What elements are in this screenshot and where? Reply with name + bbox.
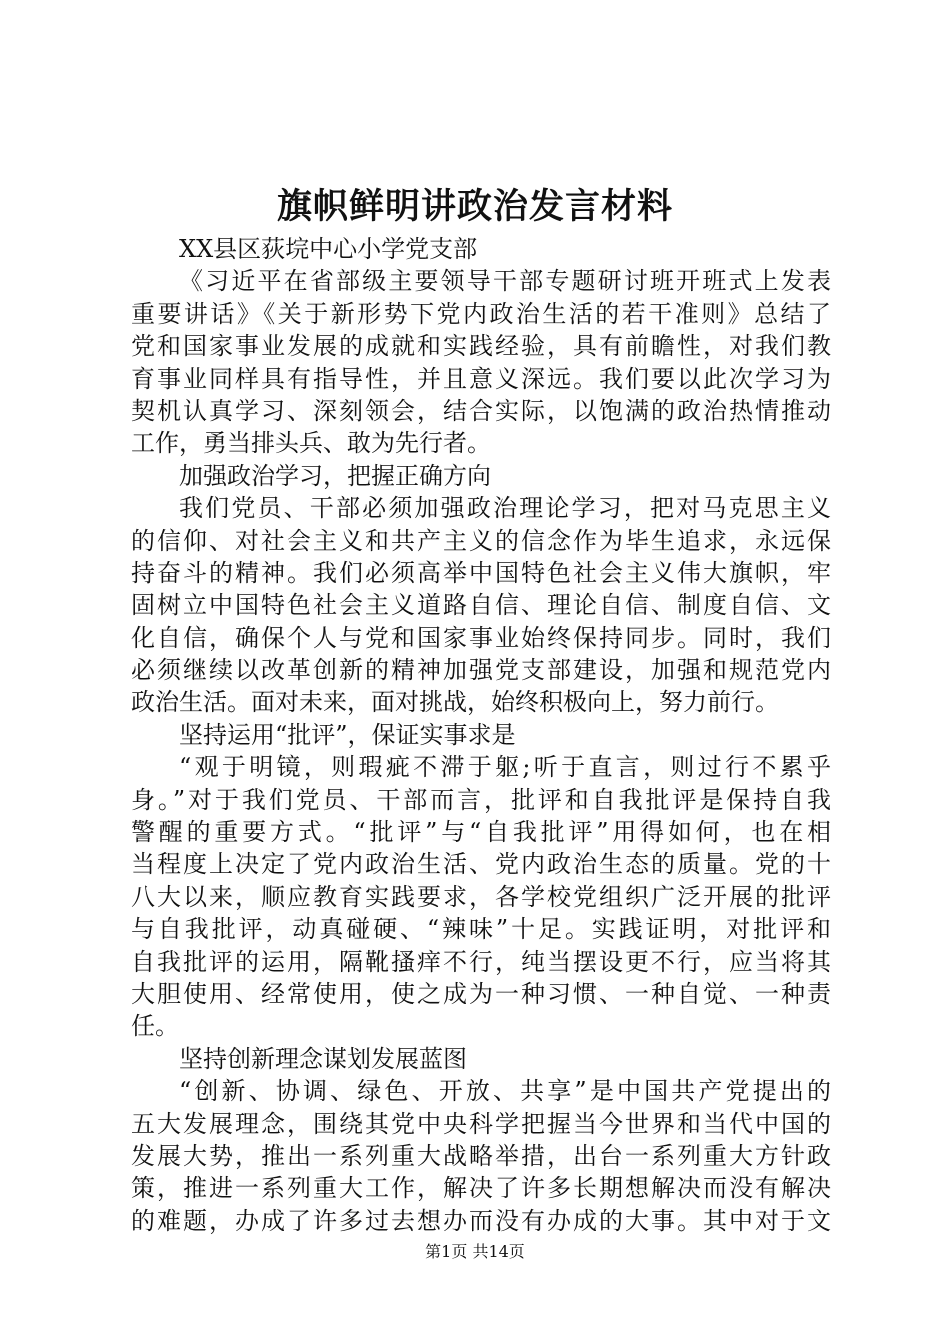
paragraph-line: “观于明镜，则瑕疵不滞于躯;听于直言，则过行不累乎 [179,753,831,782]
paragraph-line: 育事业同样具有指导性，并且意义深远。我们要以此次学习为 [131,364,831,393]
paragraph-line: 任。 [131,1012,179,1041]
paragraph-line: 发展大势，推出一系列重大战略举措，出台一系列重大方针政 [131,1141,831,1170]
paragraph-line: 化自信，确保个人与党和国家事业始终保持同步。同时，我们 [131,623,831,652]
paragraph-line: 八大以来，顺应教育实践要求，各学校党组织广泛开展的批评 [131,882,831,911]
paragraph-line: 固树立中国特色社会主义道路自信、理论自信、制度自信、文 [131,591,831,620]
section-heading: 坚持创新理念谋划发展蓝图 [179,1044,467,1073]
paragraph-line: 持奋斗的精神。我们必须高举中国特色社会主义伟大旗帜，牢 [131,558,831,587]
paragraph-line: 重要讲话》《关于新形势下党内政治生活的若干准则》总结了 [131,299,831,328]
paragraph-line: 策，推进一系列重大工作，解决了许多长期想解决而没有解决 [131,1174,831,1203]
paragraph-line: 党和国家事业发展的成就和实践经验，具有前瞻性，对我们教 [131,332,831,361]
paragraph-line: 身。”对于我们党员、干部而言，批评和自我批评是保持自我 [131,785,831,814]
paragraph-line: 的信仰、对社会主义和共产主义的信念作为毕生追求，永远保 [131,526,831,555]
paragraph-line: 必须继续以改革创新的精神加强党支部建设，加强和规范党内 [131,656,831,685]
paragraph-line: 当程度上决定了党内政治生活、党内政治生态的质量。党的十 [131,850,831,879]
page-footer: 第1页 共14页 [425,1242,525,1261]
paragraph-line: 我们党员、干部必须加强政治理论学习，把对马克思主义 [179,494,831,523]
paragraph-line: 《习近平在省部级主要领导干部专题研讨班开班式上发表 [179,267,831,296]
paragraph-line: 契机认真学习、深刻领会，结合实际，以饱满的政治热情推动 [131,396,831,425]
paragraph-line: 工作，勇当排头兵、敢为先行者。 [131,429,491,458]
author-line: XX县区荻垸中心小学党支部 [179,235,478,263]
paragraph-line: 警醒的重要方式。“批评”与“自我批评”用得如何，也在相 [131,818,831,847]
section-heading: 坚持运用“批评”，保证实事求是 [179,720,516,749]
paragraph-line: “创新、协调、绿色、开放、共享”是中国共产党提出的 [179,1077,831,1106]
paragraph-line: 政治生活。面对未来，面对挑战，始终积极向上，努力前行。 [131,688,779,717]
paragraph-line: 自我批评的运用，隔靴搔痒不行，纯当摆设更不行，应当将其 [131,947,831,976]
document-body [131,233,831,1237]
section-heading: 加强政治学习，把握正确方向 [179,461,491,490]
paragraph-line: 的难题，办成了许多过去想办而没有办成的大事。其中对于文 [131,1206,831,1235]
paragraph-line: 与自我批评，动真碰硬、“辣味”十足。实践证明，对批评和 [131,915,831,944]
document-title: 旗帜鲜明讲政治发言材料 [276,187,673,227]
paragraph-line: 五大发展理念，围绕其党中央科学把握当今世界和当代中国的 [131,1109,831,1138]
paragraph-line: 大胆使用、经常使用，使之成为一种习惯、一种自觉、一种责 [131,979,831,1008]
